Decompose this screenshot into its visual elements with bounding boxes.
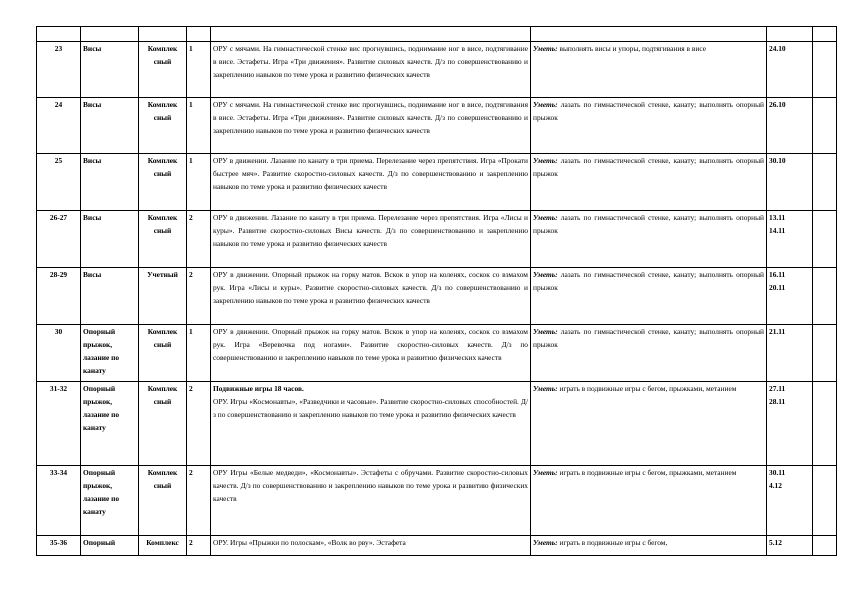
lesson-date xyxy=(767,466,813,536)
lesson-content: ОРУ в движении. Лазание по канату в три приема. Перелезание через препятствия. Игра «Прокати быстрее мяч». Развитие скоростно-силовых качеств. Д/з по совершенствованию и закреплению навыков по теме урока и развитию физических качеств xyxy=(211,154,531,211)
lesson-topic: Висы xyxy=(81,211,139,268)
lesson-hours: 2 xyxy=(187,211,211,268)
lesson-date xyxy=(767,42,813,98)
result-label: Уметь: xyxy=(533,270,558,279)
date-value: 28.11 xyxy=(769,397,786,407)
lesson-type: Комплек сный xyxy=(139,211,187,268)
lesson-result xyxy=(531,98,767,154)
lesson-date xyxy=(767,268,813,325)
lesson-content: ОРУ с мячами. На гимнастической стенке вис прогнувшись, поднимание ног в висе, подтягивания в висе. Эстафеты. Игра «Три движения». Развитие силовых качеств. Д/з по совершенствованию и закреплению навыков по теме урока и развитию физических качеств xyxy=(211,98,531,154)
lesson-result xyxy=(531,268,767,325)
lesson-hours: 1 xyxy=(187,98,211,154)
lesson-number: 26-27 xyxy=(37,211,81,268)
lesson-date xyxy=(767,98,813,154)
date-value: 20.11 xyxy=(769,283,786,293)
lesson-date xyxy=(767,382,813,466)
header-cell xyxy=(81,27,139,42)
lesson-topic: Опорный прыжок, лазание по канату xyxy=(81,325,139,382)
lesson-hours: 1 xyxy=(187,154,211,211)
lesson-result xyxy=(531,466,767,536)
content-text: ОРУ. Игры «Космонавты», «Разведчики и часовые». Развитие скоростно-силовых способностей. Д/з по совершенствованию и закреплению навыков по теме урока и развитию физических качеств xyxy=(213,397,528,420)
extra-cell xyxy=(813,536,837,556)
extra-cell xyxy=(813,325,837,382)
date-value: 4.12 xyxy=(769,481,782,491)
lesson-content xyxy=(211,382,531,466)
result-text: играть в подвижные игры с бегом, xyxy=(559,538,668,547)
extra-cell xyxy=(813,98,837,154)
result-text: лазать по гимнастической стенке, канату; выполнять опорный прыжок xyxy=(533,100,764,123)
lesson-hours: 2 xyxy=(187,536,211,556)
lesson-type: Комплек сный xyxy=(139,98,187,154)
date-value: 14.11 xyxy=(769,226,786,236)
lesson-number: 35-36 xyxy=(37,536,81,556)
lesson-number: 25 xyxy=(37,154,81,211)
lesson-content: ОРУ в движении. Опорный прыжок на горку матов. Вскок в упор на коленях, соскок со взмахом рук. Игра «Веревочка под ногами». Развитие скоростно-силовых качеств. Д/з по совершенствованию и закреплению навыков по теме урока и развитию физических качеств xyxy=(211,325,531,382)
lesson-result xyxy=(531,382,767,466)
lesson-date xyxy=(767,211,813,268)
lesson-plan-table xyxy=(36,26,837,556)
lesson-topic: Висы xyxy=(81,98,139,154)
table-row xyxy=(37,268,837,325)
lesson-result xyxy=(531,42,767,98)
header-cell xyxy=(139,27,187,42)
result-label: Уметь: xyxy=(533,538,558,547)
lesson-content: ОРУ с мячами. На гимнастической стенке вис прогнувшись, поднимание ног в висе, подтягивание в висе. Эстафеты. Игра «Три движения». Развитие силовых качеств. Д/з по совершенствованию и закреплению навыков по теме урока и развитию физических качеств xyxy=(211,42,531,98)
result-text: лазать по гимнастической стенке, канату; выполнять опорный прыжок xyxy=(533,270,764,293)
result-label: Уметь: xyxy=(533,384,558,393)
lesson-content: ОРУ в движении. Опорный прыжок на горку матов. Вскок в упор на коленях, соскок со взмахом рук. Игра «Лисы и куры». Развитие скоростно-силовых качеств. Д/з по совершенствованию и закреплению навыков по теме урока и развитию физических качеств xyxy=(211,268,531,325)
date-value: 16.11 xyxy=(769,270,786,279)
extra-cell xyxy=(813,382,837,466)
date-value: 5.12 xyxy=(769,538,782,547)
lesson-type: Комплек сный xyxy=(139,466,187,536)
result-text: лазать по гимнастической стенке, канату; выполнять опорный прыжок xyxy=(533,213,764,236)
table-row xyxy=(37,42,837,98)
table-row xyxy=(37,211,837,268)
date-value: 26.10 xyxy=(769,100,786,109)
section-heading: Подвижные игры 18 часов. xyxy=(213,384,304,393)
extra-cell xyxy=(813,211,837,268)
date-value: 13.11 xyxy=(769,213,786,222)
table-row xyxy=(37,154,837,211)
lesson-type: Комплек сный xyxy=(139,382,187,466)
lesson-content: ОРУ Игры «Белые медведи», «Космонавты». Эстафеты с обручами. Развитие скоростно-силовых качеств. Д/з по совершенствованию и закреплению навыков по теме урока и развитию физических качеств xyxy=(211,466,531,536)
lesson-type: Комплек сный xyxy=(139,325,187,382)
lesson-result xyxy=(531,154,767,211)
lesson-topic: Висы xyxy=(81,42,139,98)
lesson-date xyxy=(767,325,813,382)
result-label: Уметь: xyxy=(533,468,558,477)
date-value: 30.11 xyxy=(769,468,786,477)
lesson-date xyxy=(767,154,813,211)
lesson-topic: Опорный прыжок, лазание по канату xyxy=(81,382,139,466)
table-row xyxy=(37,98,837,154)
date-value: 24.10 xyxy=(769,44,786,53)
lesson-topic: Висы xyxy=(81,154,139,211)
lesson-type: Комплекс xyxy=(139,536,187,556)
extra-cell xyxy=(813,268,837,325)
result-text: выполнять висы и упоры, подтягивания в висе xyxy=(559,44,706,53)
lesson-number: 23 xyxy=(37,42,81,98)
result-text: лазать по гимнастической стенке, канату; выполнять опорный прыжок xyxy=(533,327,764,350)
lesson-date xyxy=(767,536,813,556)
lesson-content: ОРУ в движении. Лазание по канату в три приема. Перелезание через препятствия. Игра «Лисы и куры». Развитие скоростно-силовых Висы качеств. Д/з по совершенствованию и закреплению навыков по теме урока и развитию физических качеств xyxy=(211,211,531,268)
header-cell xyxy=(531,27,767,42)
lesson-topic: Опорный xyxy=(81,536,139,556)
lesson-type: Учетный xyxy=(139,268,187,325)
result-label: Уметь: xyxy=(533,327,558,336)
table-header-row xyxy=(37,27,837,42)
result-label: Уметь: xyxy=(533,213,558,222)
date-value: 30.10 xyxy=(769,156,786,165)
lesson-result xyxy=(531,211,767,268)
header-cell xyxy=(211,27,531,42)
header-cell xyxy=(37,27,81,42)
result-label: Уметь: xyxy=(533,156,558,165)
lesson-topic: Висы xyxy=(81,268,139,325)
table-row xyxy=(37,325,837,382)
lesson-number: 24 xyxy=(37,98,81,154)
lesson-hours: 1 xyxy=(187,325,211,382)
lesson-hours: 1 xyxy=(187,42,211,98)
table-row xyxy=(37,536,837,556)
date-value: 21.11 xyxy=(769,327,786,336)
lesson-type: Комплек сный xyxy=(139,42,187,98)
lesson-result xyxy=(531,536,767,556)
lesson-number: 28-29 xyxy=(37,268,81,325)
extra-cell xyxy=(813,466,837,536)
extra-cell xyxy=(813,154,837,211)
result-text: играть в подвижные игры с бегом, прыжками, метанием xyxy=(559,384,737,393)
date-value: 27.11 xyxy=(769,384,786,393)
header-cell xyxy=(813,27,837,42)
result-text: лазать по гимнастической стенке, канату; выполнять опорный прыжок xyxy=(533,156,764,179)
header-cell xyxy=(187,27,211,42)
lesson-number: 30 xyxy=(37,325,81,382)
lesson-number: 33-34 xyxy=(37,466,81,536)
lesson-hours: 2 xyxy=(187,382,211,466)
lesson-type: Комплек сный xyxy=(139,154,187,211)
extra-cell xyxy=(813,42,837,98)
result-label: Уметь: xyxy=(533,100,558,109)
table-row xyxy=(37,382,837,466)
lesson-content: ОРУ. Игры «Прыжки по полоскам», «Волк во рву». Эстафета xyxy=(211,536,531,556)
lesson-hours: 2 xyxy=(187,466,211,536)
result-text: играть в подвижные игры с бегом, прыжками, метанием xyxy=(559,468,737,477)
lesson-result xyxy=(531,325,767,382)
result-label: Уметь: xyxy=(533,44,558,53)
lesson-hours: 2 xyxy=(187,268,211,325)
table-row xyxy=(37,466,837,536)
lesson-number: 31-32 xyxy=(37,382,81,466)
header-cell xyxy=(767,27,813,42)
lesson-topic: Опорный прыжок, лазание по канату xyxy=(81,466,139,536)
